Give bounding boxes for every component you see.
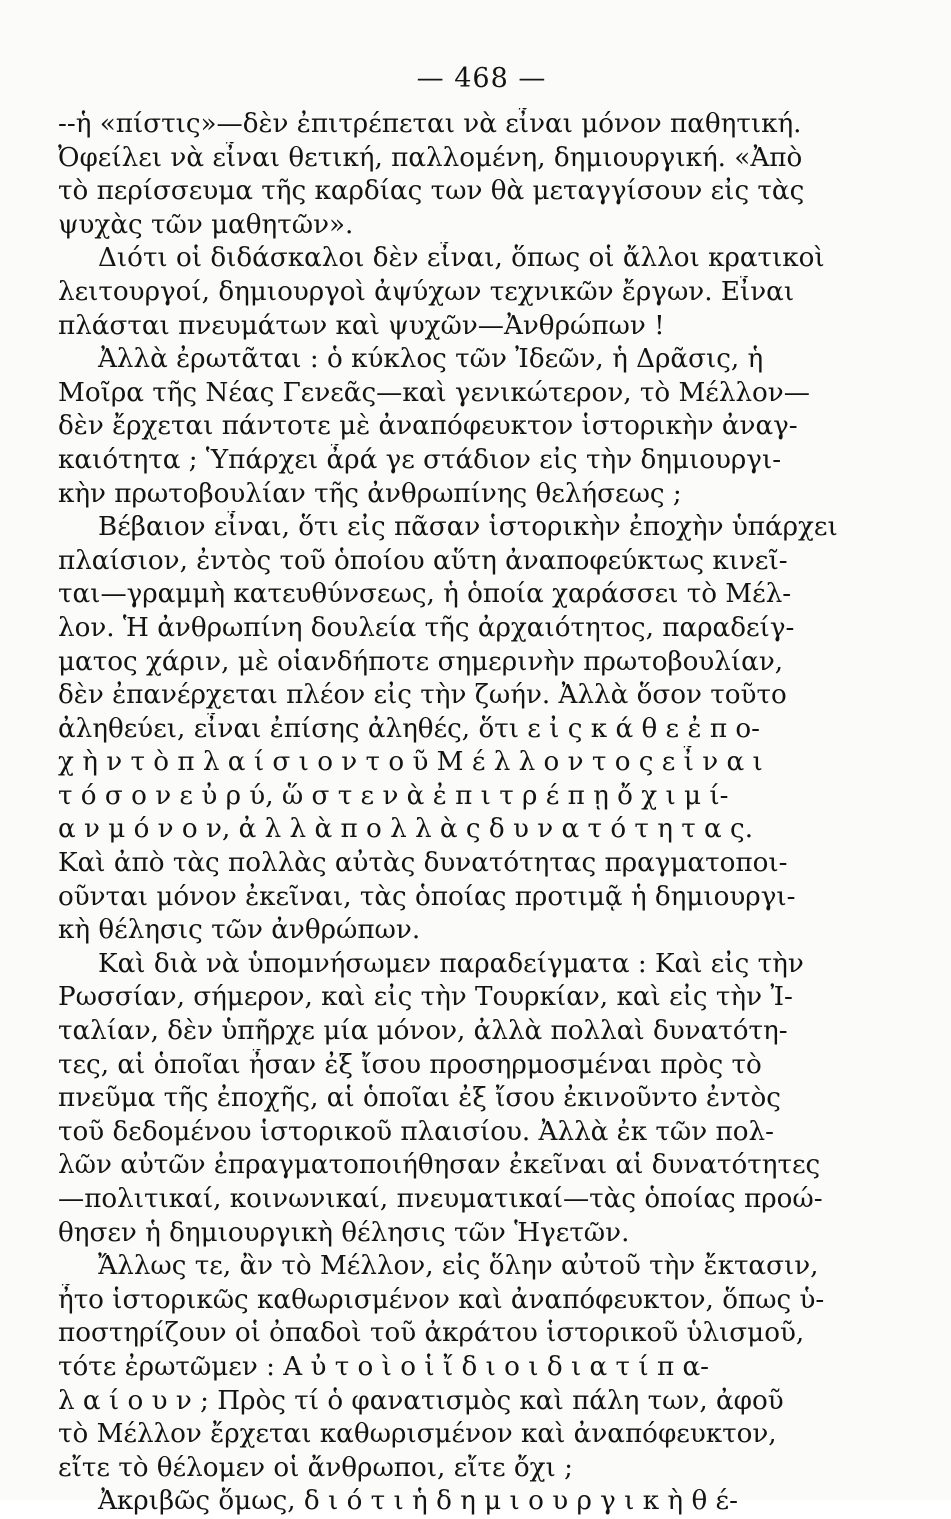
text-line: ματος χάριν, μὲ οἱανδήποτε σημερινὴν πρωτοβουλίαν, [58,646,784,677]
text-line: Ρωσσίαν, σήμερον, καὶ εἰς τὴν Τουρκίαν, καὶ εἰς τὴν Ἰ- [58,982,793,1013]
text-line: ἀληθεύει, εἶναι ἐπίσης ἀληθές, ὅτι ε ἰ ς κ ά θ ε ἐ π ο- [58,713,760,744]
text-line: ψυχὰς τῶν μαθητῶν». [58,209,354,240]
text-line: καιότητα ; Ὑπάρχει ἆρά γε στάδιον εἰς τὴν δημιουργι- [58,444,782,475]
text-line: Καὶ διὰ νὰ ὑπομνήσωμεν παραδείγματα : Καὶ εἰς τὴν [98,948,804,979]
page-number: — 468 — [416,63,547,94]
text-line: τ ό σ ο ν ε ὐ ρ ύ, ὥ σ τ ε ν ὰ ἐ π ι τ ρ έ π ῃ ὄ χ ι μ ί- [58,780,729,811]
text-line: πλάσται πνευμάτων καὶ ψυχῶν—Ἀνθρώπων ! [58,310,665,341]
text-line: τὸ Μέλλον ἔρχεται καθωρισμένον καὶ ἀναπόφευκτον, [58,1419,777,1450]
body-text [58,108,905,1519]
text-line: οῦνται μόνον ἐκεῖναι, τὰς ὁποίας προτιμᾷ ἡ δημιουργι- [58,881,796,912]
text-line: τὸ περίσσευμα τῆς καρδίας των θὰ μεταγγίσουν εἰς τὰς [58,176,805,207]
text-line: Καὶ ἀπὸ τὰς πολλὰς αὐτὰς δυνατότητας πραγματοποι- [58,848,788,879]
text-line: α ν μ ό ν ο ν, ἀ λ λ ὰ π ο λ λ ὰ ς δ υ ν α τ ό τ η τ α ς. [58,814,754,845]
text-line: λειτουργοί, δημιουργοὶ ἀψύχων τεχνικῶν ἔργων. Εἶναι [58,276,795,307]
text-line: τότε ἐρωτῶμεν : Α ὐ τ ο ὶ ο ἱ ἴ δ ι ο ι δ ι α τ ί π α- [58,1351,710,1382]
text-line: δὲν ἐπανέρχεται πλέον εἰς τὴν ζωήν. Ἀλλὰ ὅσον τοῦτο [58,680,787,711]
text-line: ταλίαν, δὲν ὑπῆρχε μία μόνον, ἀλλὰ πολλαὶ δυνατότη- [58,1016,788,1047]
text-line: Διότι οἱ διδάσκαλοι δὲν εἶναι, ὅπως οἱ ἄλλοι κρατικοὶ [98,243,825,274]
text-line: --ἡ «πίστις»—δὲν ἐπιτρέπεται νὰ εἶναι μόνον παθητική. [58,109,802,139]
text-line: Μοῖρα τῆς Νέας Γενεᾶς—καὶ γενικώτερον, τὸ Μέλλον— [58,377,810,408]
text-line: χ ὴ ν τ ὸ π λ α ί σ ι ο ν τ ο ῦ Μ έ λ λ ο ν τ ο ς ε ἶ ν α ι [58,747,763,778]
text-line: κὴν πρωτοβουλίαν τῆς ἀνθρωπίνης θελήσεως ; [58,478,682,509]
text-line: λον. Ἡ ἀνθρωπίνη δουλεία τῆς ἀρχαιότητος, παραδείγ- [58,612,795,643]
text-line: Ἀλλὰ ἐρωτᾶται : ὁ κύκλος τῶν Ἰδεῶν, ἡ Δρᾶσις, ἡ [98,344,764,375]
text-line: Ἀκριβῶς ὅμως, δ ι ό τ ι ἡ δ η μ ι ο υ ρ γ ι κ ὴ θ έ- [98,1486,738,1517]
text-line: ται—γραμμὴ κατευθύνσεως, ἡ ὁποία χαράσσει τὸ Μέλ- [58,579,792,610]
text-line: λῶν αὐτῶν ἐπραγματοποιήθησαν ἐκεῖναι αἱ δυνατότητες [58,1150,821,1181]
text-line: τοῦ δεδομένου ἱστορικοῦ πλαισίου. Ἀλλὰ ἐκ τῶν πολ- [58,1116,774,1147]
text-line: ποστηρίζουν οἱ ὀπαδοὶ τοῦ ἀκράτου ἱστορικοῦ ὑλισμοῦ, [58,1318,805,1349]
text-line: κὴ θέλησις τῶν ἀνθρώπων. [58,915,421,946]
text-line: δὲν ἔρχεται πάντοτε μὲ ἀναπόφευκτον ἱστορικὴν ἀναγ- [58,411,798,442]
text-line: πλαίσιον, ἐντὸς τοῦ ὁποίου αὕτη ἀναποφεύκτως κινεῖ- [58,545,788,576]
text-line: εἴτε τὸ θέλομεν οἱ ἄνθρωποι, εἴτε ὄχι ; [58,1452,573,1483]
text-line: πνεῦμα τῆς ἐποχῆς, αἱ ὁποῖαι ἐξ ἴσου ἐκινοῦντο ἐντὸς [58,1083,781,1114]
text-line: θησεν ἡ δημιουργικὴ θέλησις τῶν Ἡγετῶν. [58,1217,630,1248]
text-line: Ἄλλως τε, ἂν τὸ Μέλλον, εἰς ὅλην αὐτοῦ τὴν ἔκτασιν, [98,1251,819,1282]
text-line: ἦτο ἱστορικῶς καθωρισμένον καὶ ἀναπόφευκτον, ὅπως ὑ- [58,1284,825,1315]
text-line: Βέβαιον εἶναι, ὅτι εἰς πᾶσαν ἱστορικὴν ἐποχὴν ὑπάρχει [98,512,838,543]
text-line: λ α ί ο υ ν ; Πρὸς τί ὁ φανατισμὸς καὶ πάλη των, ἀφοῦ [58,1385,784,1416]
text-line: —πολιτικαί, κοινωνικαί, πνευματικαί—τὰς ὁποίας προώ- [58,1184,823,1214]
text-line: τες, αἱ ὁποῖαι ἦσαν ἐξ ἴσου προσηρμοσμέναι πρὸς τὸ [58,1049,762,1080]
text-line: Ὀφείλει νὰ εἶναι θετική, παλλομένη, δημιουργική. «Ἀπὸ [58,142,803,173]
